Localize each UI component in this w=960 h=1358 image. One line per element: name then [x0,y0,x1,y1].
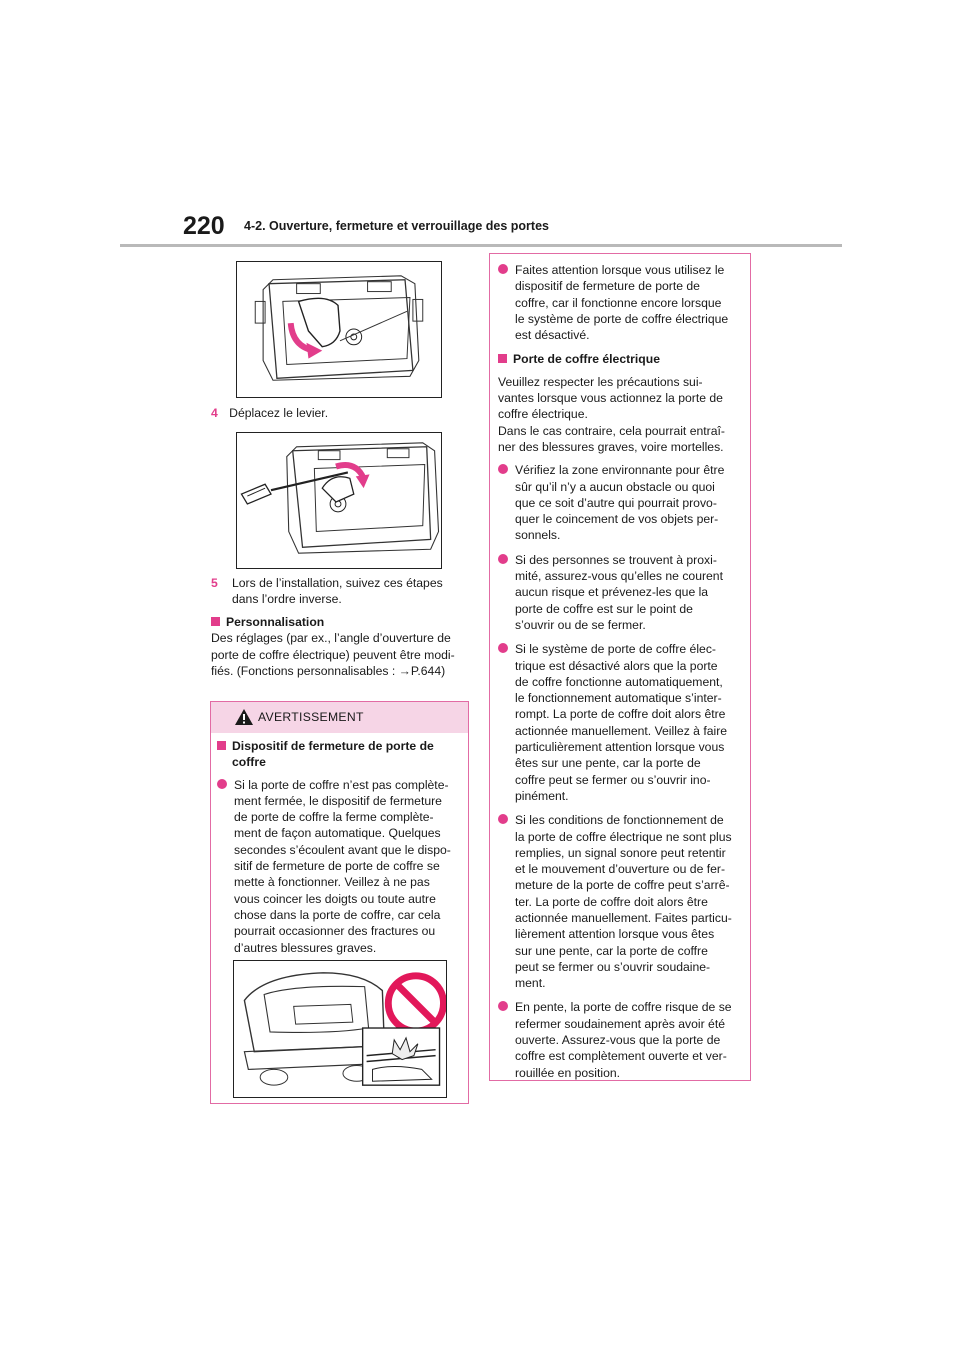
right-line: particulièrement attention lorsque vous [515,740,725,755]
right-line: s’ouvrir ou de se fermer. [515,617,646,632]
right-intro-line: Dans le cas contraire, cela pourrait entraî- [498,423,725,438]
pink-bullet-icon [498,464,508,474]
right-line: êtes sur une pente, car la porte de [515,756,701,771]
lever-illustration [237,262,441,397]
right-line: refermer soudainement après avoir été [515,1016,726,1031]
warning-line: Si la porte de coffre n’est pas complète- [234,777,449,792]
step-5-line-1: Lors de l’installation, suivez ces étapes [232,576,443,590]
right-bullet-2 [498,552,744,633]
right-line: sûr qu’il n’y a aucun obstacle ou quoi [515,479,715,494]
right-line: est désactivé. [515,328,590,343]
right-line: et le mouvement d’ouverture ou de fer- [515,862,726,877]
step-5 [211,575,471,608]
right-line: lièrement attention lorsque vous êtes [515,927,715,942]
tailgate-illustration [234,961,446,1097]
right-line: la porte de coffre électrique ne sont plus [515,829,732,844]
warning-line: d’autres blessures graves. [234,940,377,955]
page-number: 220 [183,212,225,240]
step-5-line-2: dans l’ordre inverse. [232,592,342,607]
warning-line: ment de façon automatique. Quelques [234,826,441,841]
right-line: Si les conditions de fonctionnement de [515,813,724,828]
warning-line: mette à fonctionner. Veillez à ne pas [234,875,430,890]
right-heading [498,351,744,367]
pink-square-icon [498,354,507,363]
warning-box [210,701,469,1104]
step-4-number: 4 [211,406,218,420]
rotate-arrow-icon [356,474,370,488]
warning-line: secondes s’écoulent avant que le dispo- [234,842,451,857]
right-line: ouverte. Assurez-vous que la porte de [515,1033,721,1048]
right-line: trique est désactivé alors que la porte [515,658,718,673]
personalisation-heading-text: Personnalisation [226,615,325,629]
right-line: rompt. La porte de coffre doit alors être [515,707,726,722]
right-bullet-4 [498,812,744,991]
right-body [498,262,744,1081]
right-intro [498,374,744,455]
warning-bullet [217,777,463,956]
right-intro-line: coffre électrique. [498,407,588,422]
pink-bullet-icon [498,814,508,824]
personalisation-line-1: Des réglages (par ex., l’angle d’ouverture de [211,631,451,646]
right-line: Vérifiez la zone environnante pour être [515,463,725,478]
right-line: Faites attention lorsque vous utilisez le [515,263,725,277]
figure-lever-rotate [236,261,442,398]
rotate-arrow-icon [306,343,322,359]
right-bullet-1 [498,462,744,543]
personalisation-section [211,614,473,679]
right-heading-text: Porte de coffre électrique [513,352,660,367]
warning-line: ment fermée, le dispositif de fermeture [234,793,442,808]
right-caution-box [489,253,751,1081]
right-line: actionnée manuellement. Faites particu- [515,910,732,925]
right-line: meture de la porte de coffre peut s’arrê- [515,878,730,893]
warning-line: pourrait occasionner des fractures ou [234,924,436,939]
right-line: aucun risque et prévenez-les que la [515,585,709,600]
step-5-number: 5 [211,576,218,590]
warning-line: sitif de fermeture de porte de coffre se [234,859,440,874]
warning-heading-line-2: coffre [232,755,266,770]
warning-body [217,738,463,956]
personalisation-heading [211,614,473,630]
header-rule [120,244,842,247]
personalisation-line-2: porte de coffre électrique) peuvent être modi- [211,647,455,662]
right-line: que ce soit d’autre qui pourrait provo- [515,495,717,510]
warning-line: chose dans la porte de coffre, car cela [234,907,441,922]
right-line: le système de porte de coffre électrique [515,311,729,326]
figure-screwdriver-lever [236,432,442,569]
right-line: Si des personnes se trouvent à proxi- [515,552,717,567]
right-line: remplies, un signal sonore peut retentir [515,845,726,860]
pink-bullet-icon [498,643,508,653]
right-bullet-3 [498,641,744,804]
right-line: le fonctionnement automatique s’inter- [515,691,722,706]
pink-bullet-icon [498,554,508,564]
step-4-text: Déplacez le levier. [229,406,329,420]
pink-square-icon [211,617,220,626]
right-line: mité, assurez-vous qu’elles ne courent [515,569,723,584]
right-line: de coffre fonctionne automatiquement, [515,674,723,689]
right-line: actionnée manuellement. Veillez à faire [515,723,728,738]
step-4 [211,405,461,421]
warning-header [211,702,468,733]
right-bullet-5 [498,999,744,1080]
warning-heading [217,738,463,771]
warning-title: AVERTISSEMENT [258,710,364,724]
right-line: ment. [515,976,546,991]
right-line: sonnels. [515,528,561,543]
right-bullet-closer [498,262,744,343]
screwdriver-illustration [237,433,441,568]
right-line: porte de coffre est sur le point de [515,601,693,616]
warning-heading-line-1: Dispositif de fermeture de porte de [232,739,434,753]
right-line: quer le coincement de vos objets per- [515,512,719,527]
right-line: rouillée en position. [515,1065,621,1080]
right-line: coffre, car il fonctionne encore lorsque [515,295,722,310]
pink-bullet-icon [498,264,508,274]
right-line: coffre est complètement ouverte et ver- [515,1049,727,1064]
warning-line: de porte de coffre la ferme complète- [234,810,434,825]
right-line: ter. La porte de coffre doit alors être [515,894,708,909]
pink-bullet-icon [498,1001,508,1011]
right-line: sur une pente, car la porte de coffre [515,943,708,958]
right-line: peut se fermer ou s’ouvrir soudaine- [515,959,711,974]
pink-square-icon [217,741,226,750]
right-line: Si le système de porte de coffre élec- [515,642,716,657]
pink-bullet-icon [217,779,227,789]
right-line: En pente, la porte de coffre risque de se [515,1000,732,1015]
section-title: 4-2. Ouverture, fermeture et verrouillage des portes [244,219,549,233]
right-intro-line: Veuillez respecter les précautions sui- [498,374,703,389]
right-line: pinément. [515,788,569,803]
personalisation-line-3: fiés. (Fonctions personnalisables : →P.644) [211,663,446,678]
right-intro-line: ner des blessures graves, voire mortelles. [498,439,724,454]
warning-triangle-icon [234,708,254,726]
right-line: coffre peut se fermer ou s’ouvrir ino- [515,772,711,787]
right-line: dispositif de fermeture de porte de [515,279,700,294]
warning-line: vous coincer les doigts ou toute autre [234,891,436,906]
figure-tailgate-pinch [233,960,447,1098]
right-intro-line: vantes lorsque vous actionnez la porte de [498,391,723,406]
